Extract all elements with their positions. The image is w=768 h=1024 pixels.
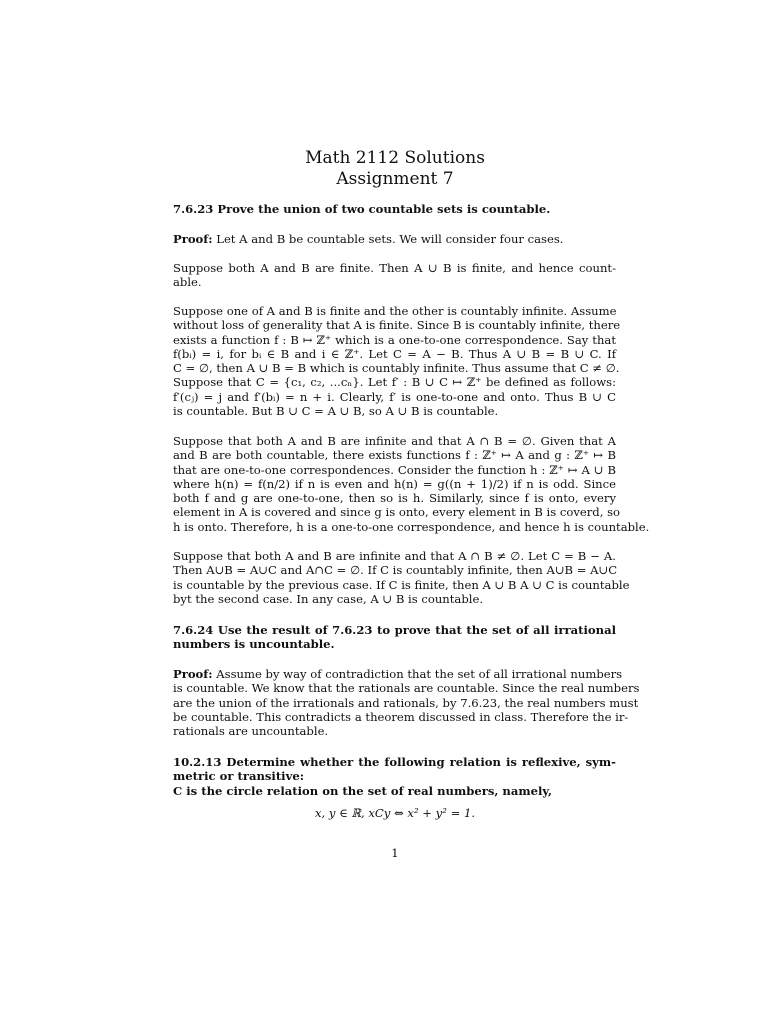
question-heading-7-6-24 [173, 623, 616, 652]
case-paragraph-2 [173, 304, 621, 418]
text-line: is countable. But B ∪ C = A ∪ B, so A ∪ B is countable. [173, 403, 499, 418]
proof-label: Proof: [173, 667, 213, 681]
text-line: without loss of generality that A is finite. Since B is countably infinite, there [173, 318, 621, 333]
proof-intro [173, 232, 616, 246]
text-line: element in A is covered and since g is onto, every element in B is coverd, so [173, 505, 621, 520]
text-line: f(bᵢ) = i, for bᵢ ∈ B and i ∈ ℤ⁺. Let C = A − B. Thus A ∪ B = B ∪ C. If [173, 346, 616, 361]
heading-line: metric or transitive: [173, 769, 304, 784]
text-line: h is onto. Therefore, h is a one-to-one correspondence, and hence h is countable. [173, 519, 650, 534]
heading-line: 10.2.13 Determine whether the following relation is reflexive, sym- [173, 755, 616, 769]
text-line: able. [173, 275, 202, 290]
text-line: Suppose both A and B are finite. Then A ∪ B is finite, and hence count- [173, 261, 616, 275]
question-heading-7-6-23: 7.6.23 Prove the union of two countable sets is countable. [173, 202, 551, 216]
case-paragraph-1 [173, 261, 616, 290]
text-line: be countable. This contradicts a theorem discussed in class. Therefore the ir- [173, 709, 629, 724]
text-line: C = ∅, then A ∪ B = B which is countably infinite. Thus assume that C ≠ ∅. [173, 361, 620, 375]
text-line: where h(n) = f(n/2) if n is even and h(n) = g((n + 1)/2) if n is odd. Since [173, 476, 616, 491]
proof-label: Proof: [173, 232, 213, 246]
text-line [173, 667, 623, 681]
text-line: exists a function f : B ↦ ℤ⁺ which is a one-to-one correspondence. Say that [173, 332, 616, 347]
text-line: Suppose that both A and B are infinite and that A ∩ B ≠ ∅. Let C = B − A. [173, 549, 616, 563]
text-line: f′(cⱼ) = j and f′(bᵢ) = n + i. Clearly, f′ is one-to-one and onto. Thus B ∪ C [173, 389, 616, 404]
title-line: Math 2112 Solutions [305, 148, 485, 168]
page-number: 1 [391, 846, 399, 860]
text-line: Suppose that C = {c₁, c₂, ...cₙ}. Let f′ : B ∪ C ↦ ℤ⁺ be defined as follows: [173, 375, 616, 390]
text-line: and B are both countable, there exists functions f : ℤ⁺ ↦ A and g : ℤ⁺ ↦ B [173, 448, 616, 463]
heading-line: 7.6.24 Use the result of 7.6.23 to prove that the set of all irrational [173, 623, 616, 637]
document-title [0, 148, 768, 190]
proof-paragraph-7-6-24 [173, 667, 640, 738]
case-paragraph-4 [173, 549, 630, 606]
text-line: Suppose one of A and B is finite and the other is countably infinite. Assume [173, 304, 617, 318]
heading-line: C is the circle relation on the set of real numbers, namely, [173, 783, 553, 798]
text-line: is countable by the previous case. If C is finite, then A ∪ B A ∪ C is countable [173, 577, 630, 592]
subtitle-line: Assignment 7 [336, 169, 454, 189]
text-line: rationals are uncountable. [173, 724, 329, 738]
proof-text: Assume by way of contradiction that the set of all irrational numbers [212, 667, 623, 681]
text-line: Then A∪B = A∪C and A∩C = ∅. If C is countably infinite, then A∪B = A∪C [173, 563, 618, 578]
text-line: byt the second case. In any case, A ∪ B is countable. [173, 591, 484, 606]
text-line: are the union of the irrationals and rationals, by 7.6.23, the real numbers must [173, 695, 639, 710]
question-heading-10-2-13 [173, 755, 616, 798]
text-line: both f and g are one-to-one, then so is h. Similarly, since f is onto, every [173, 491, 616, 505]
heading-line: numbers is uncountable. [173, 637, 335, 652]
text-line: Suppose that both A and B are infinite and that A ∩ B = ∅. Given that A [173, 434, 616, 448]
proof-intro-text: Let A and B be countable sets. We will consider four cases. [212, 232, 564, 246]
relation-equation: x, y ∈ ℝ, xCy ⇔ x² + y² = 1. [314, 806, 476, 820]
text-line: that are one-to-one correspondences. Consider the function h : ℤ⁺ ↦ A ∪ B [173, 462, 616, 477]
text-line: is countable. We know that the rationals are countable. Since the real numbers [173, 681, 640, 696]
case-paragraph-3 [173, 434, 650, 534]
